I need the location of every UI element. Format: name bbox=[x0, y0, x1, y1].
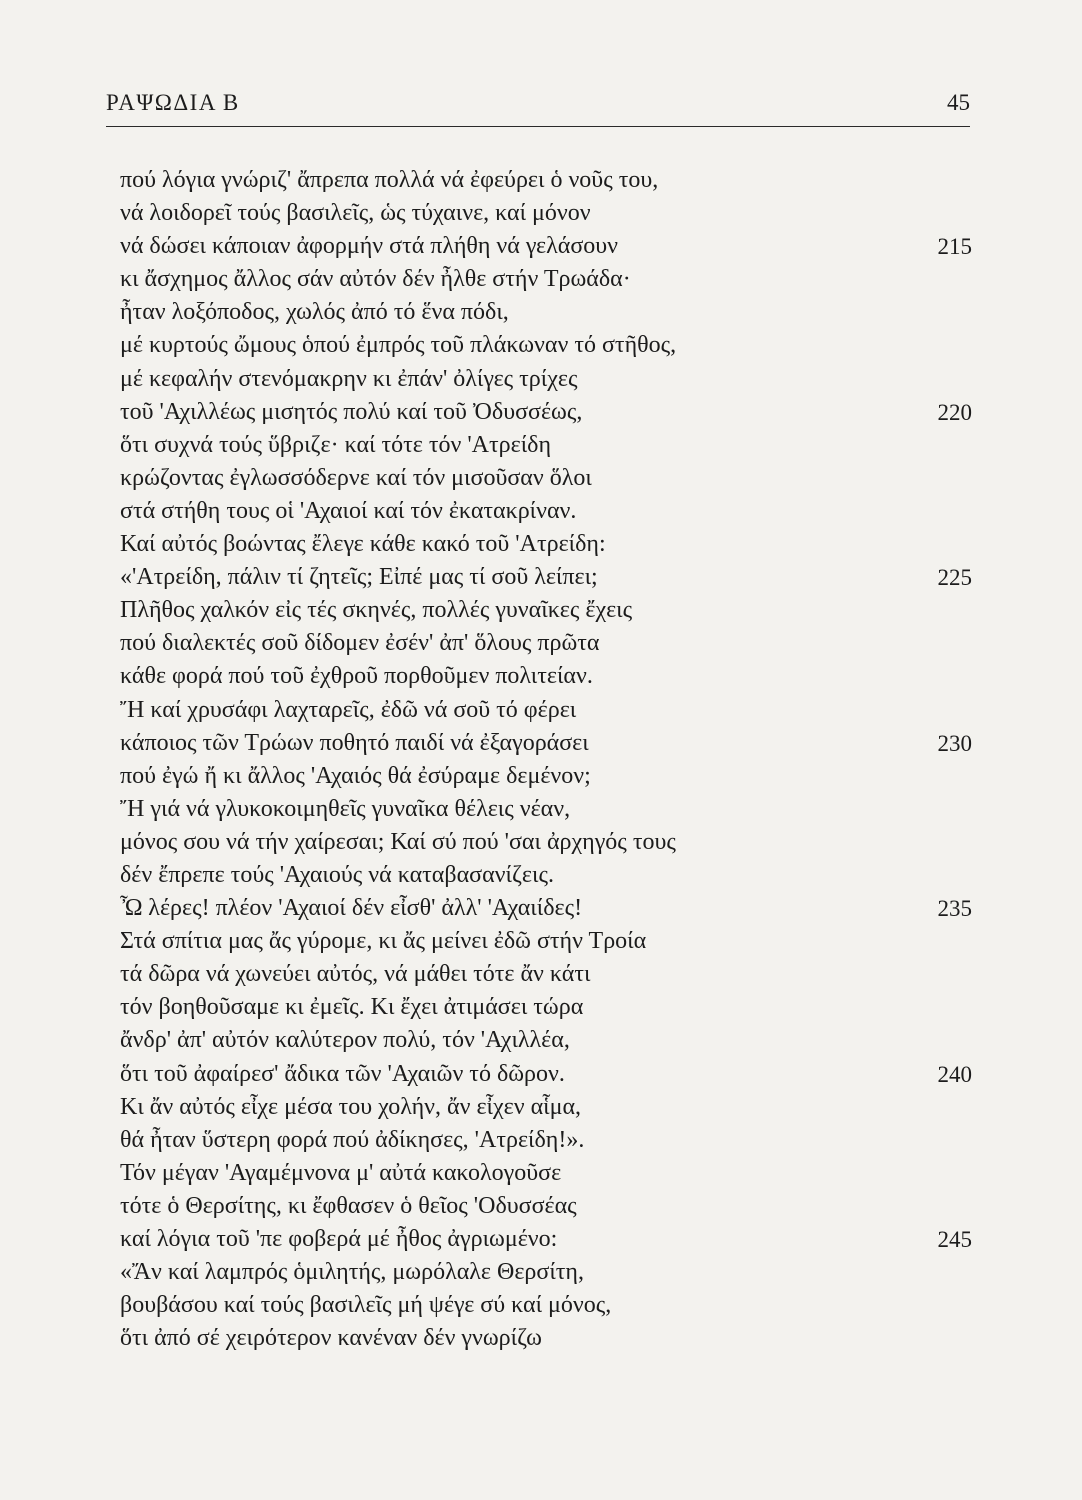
verse-text: πού ἐγώ ἤ κι ἄλλος 'Αχαιός θά ἐσύραμε δεμένον; bbox=[120, 762, 591, 789]
verse-line bbox=[120, 429, 972, 462]
verse-line bbox=[120, 594, 972, 627]
verse-line bbox=[120, 694, 972, 727]
verse-line bbox=[120, 760, 972, 793]
verse-text: μόνος σου νά τήν χαίρεσαι; Καί σύ πού 'σαι ἀρχηγός τους bbox=[120, 828, 676, 855]
verse-line bbox=[120, 859, 972, 892]
verse-text: μέ κεφαλήν στενόμακρην κι ἐπάν' ὀλίγες τρίχες bbox=[120, 365, 578, 392]
page-header bbox=[106, 84, 970, 124]
verse-line bbox=[120, 925, 972, 958]
verse-line bbox=[120, 1058, 972, 1091]
verse-line bbox=[120, 363, 972, 396]
verse-text: βουβάσου καί τούς βασιλεῖς μή ψέγε σύ καί μόνος, bbox=[120, 1292, 612, 1319]
verse-text: κρώζοντας ἐγλωσσόδερνε καί τόν μισοῦσαν ὅλοι bbox=[120, 464, 592, 491]
verse-line bbox=[120, 296, 972, 329]
verse-text: μέ κυρτούς ὤμους ὁπού ἐμπρός τοῦ πλάκωναν τό στῆθος, bbox=[120, 332, 677, 359]
verse-line bbox=[120, 396, 972, 429]
verse-text: πού λόγια γνώριζ' ἄπρεπα πολλά νά ἐφεύρει ὁ νοῦς του, bbox=[120, 167, 659, 193]
verse-text: Ἤ γιά νά γλυκοκοιμηθεῖς γυναῖκα θέλεις νέαν, bbox=[120, 795, 571, 822]
verse-line bbox=[120, 1024, 972, 1057]
verse-line bbox=[120, 660, 972, 693]
line-number: 235 bbox=[937, 896, 972, 922]
verse-line bbox=[120, 561, 972, 594]
verse-line bbox=[120, 826, 972, 859]
verse-text: τότε ὁ Θερσίτης, κι ἔφθασεν ὁ θεῖος 'Οδυσσέας bbox=[120, 1192, 577, 1219]
verse-text: κάθε φορά πού τοῦ ἐχθροῦ πορθοῦμεν πολιτείαν. bbox=[120, 663, 593, 690]
verse-line bbox=[120, 1223, 972, 1256]
verse-text: Κι ἄν αὐτός εἶχε μέσα του χολήν, ἄν εἶχεν αἷμα, bbox=[120, 1093, 582, 1120]
verse-text: ὅτι τοῦ ἀφαίρεσ' ἄδικα τῶν 'Αχαιῶν τό δῶρον. bbox=[120, 1060, 565, 1087]
verse-text: κάποιος τῶν Τρώων ποθητό παιδί νά ἐξαγοράσει bbox=[120, 729, 589, 756]
line-number: 240 bbox=[937, 1061, 972, 1087]
verse-line bbox=[120, 197, 972, 230]
verse-line bbox=[120, 1124, 972, 1157]
verse-line bbox=[120, 1091, 972, 1124]
verse-text: ὅτι συχνά τούς ὕβριζε· καί τότε τόν 'Ατρείδη bbox=[120, 431, 552, 458]
running-head: ΡΑΨΩΔΙΑ Β bbox=[106, 90, 240, 115]
verse-line bbox=[120, 495, 972, 528]
verse-list bbox=[120, 164, 972, 1355]
verse-line bbox=[120, 1190, 972, 1223]
page-number: 45 bbox=[947, 90, 970, 115]
verse-text: καί λόγια τοῦ 'πε φοβερά μέ ἦθος ἀγριωμένο: bbox=[120, 1226, 558, 1252]
verse-line bbox=[120, 727, 972, 760]
verse-text: Πλῆθος χαλκόν εἰς τές σκηνές, πολλές γυναῖκες ἔχεις bbox=[120, 597, 633, 624]
verse-text: νά δώσει κάποιαν ἀφορμήν στά πλήθη νά γελάσουν bbox=[120, 233, 619, 260]
verse-text: στά στήθη τους οἱ 'Αχαιοί καί τόν ἐκατακρίναν. bbox=[120, 497, 577, 524]
verse-text: ὅτι ἀπό σέ χειρότερον κανέναν δέν γνωρίζω bbox=[120, 1325, 542, 1352]
verse-text: ἄνδρ' ἀπ' αὐτόν καλύτερον πολύ, τόν 'Αχιλλέα, bbox=[120, 1027, 570, 1054]
verse-line bbox=[120, 263, 972, 296]
verse-text: Τόν μέγαν 'Αγαμέμνονα μ' αὐτά κακολογοῦσε bbox=[120, 1159, 562, 1186]
header-rule bbox=[106, 126, 970, 127]
verse-text: πού διαλεκτές σοῦ δίδομεν ἐσέν' ἀπ' ὅλους πρῶτα bbox=[120, 630, 600, 657]
verse-line bbox=[120, 1289, 972, 1322]
line-number: 225 bbox=[937, 565, 972, 591]
verse-text: Ὦ λέρες! πλέον 'Αχαιοί δέν εἶσθ' ἀλλ' 'Αχαιίδες! bbox=[120, 895, 583, 922]
verse-line bbox=[120, 958, 972, 991]
verse-text: τά δῶρα νά χωνεύει αὐτός, νά μάθει τότε ἄν κάτι bbox=[120, 961, 591, 988]
verse-text: Ἤ καί χρυσάφι λαχταρεῖς, ἐδῶ νά σοῦ τό φέρει bbox=[120, 696, 577, 723]
verse-text: «'Ατρείδη, πάλιν τί ζητεῖς; Εἰπέ μας τί σοῦ λείπει; bbox=[120, 564, 598, 591]
verse-line bbox=[120, 991, 972, 1024]
line-number: 230 bbox=[937, 730, 972, 756]
verse-text: νά λοιδορεῖ τούς βασιλεῖς, ὡς τύχαινε, καί μόνον bbox=[120, 200, 591, 227]
verse-text: Καί αὐτός βοώντας ἔλεγε κάθε κακό τοῦ 'Ατρείδη: bbox=[120, 531, 606, 558]
verse-text: ἦταν λοξόποδος, χωλός ἀπό τό ἕνα πόδι, bbox=[120, 299, 509, 326]
line-number: 245 bbox=[937, 1227, 972, 1252]
verse-line bbox=[120, 164, 972, 197]
line-number: 215 bbox=[937, 234, 972, 260]
verse-text: δέν ἔπρεπε τούς 'Αχαιούς νά καταβασανίζεις. bbox=[120, 861, 554, 888]
verse-line bbox=[120, 1157, 972, 1190]
verse-text: «Ἄν καί λαμπρός ὁμιλητής, μωρόλαλε Θερσίτη, bbox=[120, 1259, 584, 1286]
line-number: 220 bbox=[937, 399, 972, 425]
verse-line bbox=[120, 1322, 972, 1355]
verse-line bbox=[120, 627, 972, 660]
verse-line bbox=[120, 1256, 972, 1289]
verse-line bbox=[120, 462, 972, 495]
verse-line bbox=[120, 329, 972, 362]
verse-text: Στά σπίτια μας ἄς γύρομε, κι ἄς μείνει ἐδῶ στήν Τροία bbox=[120, 928, 647, 955]
verse-line bbox=[120, 793, 972, 826]
verse-line bbox=[120, 892, 972, 925]
verse-text: τόν βοηθοῦσαμε κι ἐμεῖς. Κι ἔχει ἀτιμάσει τώρα bbox=[120, 994, 584, 1021]
verse-text: θά ἦταν ὕστερη φορά πού ἀδίκησες, 'Ατρείδη!». bbox=[120, 1126, 585, 1153]
verse-text: τοῦ 'Αχιλλέως μισητός πολύ καί τοῦ Ὀδυσσέως, bbox=[120, 398, 583, 425]
verse-line bbox=[120, 528, 972, 561]
verse-text: κι ἄσχημος ἄλλος σάν αὐτόν δέν ἦλθε στήν Τρωάδα· bbox=[120, 266, 631, 293]
verse-line bbox=[120, 230, 972, 263]
